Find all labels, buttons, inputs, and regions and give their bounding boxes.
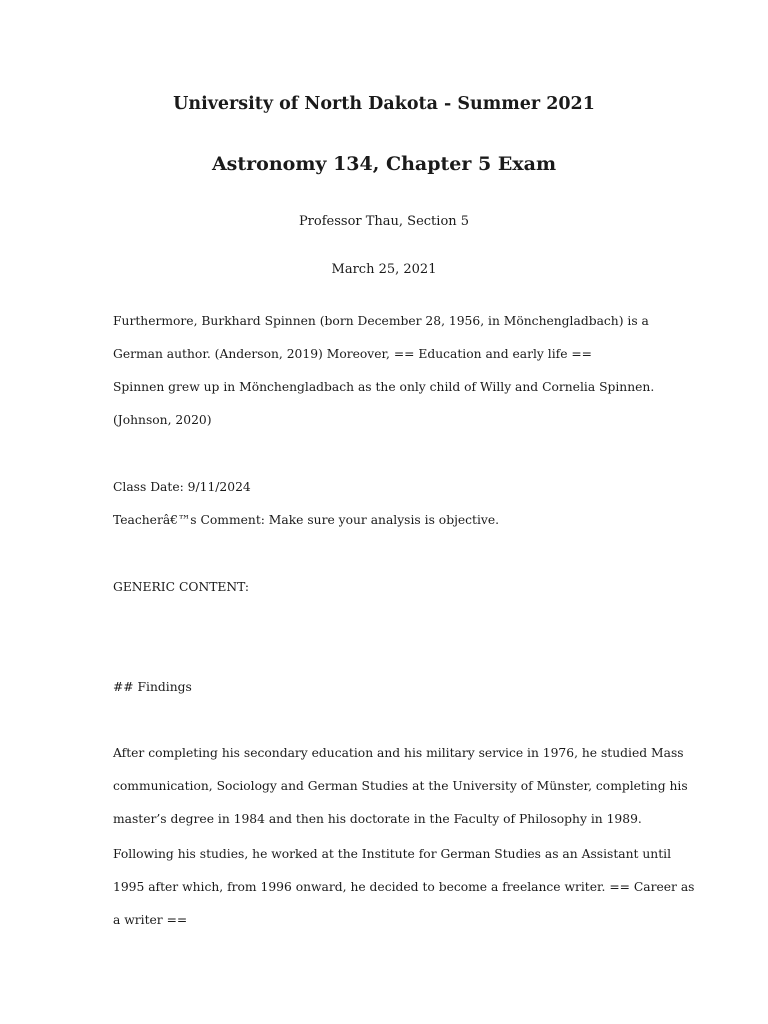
findings-line: master’s degree in 1984 and then his doctorate in the Faculty of Philosophy in 1989. — [113, 812, 642, 826]
date-line: March 25, 2021 — [331, 262, 437, 277]
teacher-comment: Teacherâ€™s Comment: Make sure your analysis is objective. — [113, 513, 500, 527]
intro-line: (Johnson, 2020) — [113, 413, 212, 427]
findings-heading: ## Findings — [113, 680, 192, 694]
exam-title: Astronomy 134, Chapter 5 Exam — [211, 153, 557, 175]
institution-heading: University of North Dakota - Summer 2021 — [173, 94, 595, 114]
intro-line: Spinnen grew up in Mönchengladbach as the only child of Willy and Cornelia Spinnen. — [113, 380, 655, 394]
generic-content-label: GENERIC CONTENT: — [113, 580, 250, 594]
intro-line: German author. (Anderson, 2019) Moreover, == Education and early life == — [113, 347, 592, 361]
findings-line: communication, Sociology and German Studies at the University of Münster, completing his — [113, 779, 688, 793]
findings-line: Following his studies, he worked at the Institute for German Studies as an Assistant until — [113, 847, 672, 861]
class-date: Class Date: 9/11/2024 — [113, 480, 251, 494]
professor-line: Professor Thau, Section 5 — [298, 214, 470, 229]
findings-line: a writer == — [113, 913, 188, 927]
findings-line: After completing his secondary education and his military service in 1976, he studied Mass — [113, 746, 684, 760]
intro-line: Furthermore, Burkhard Spinnen (born December 28, 1956, in Mönchengladbach) is a — [113, 314, 649, 328]
findings-line: 1995 after which, from 1996 onward, he decided to become a freelance writer. == Career as — [113, 880, 695, 894]
